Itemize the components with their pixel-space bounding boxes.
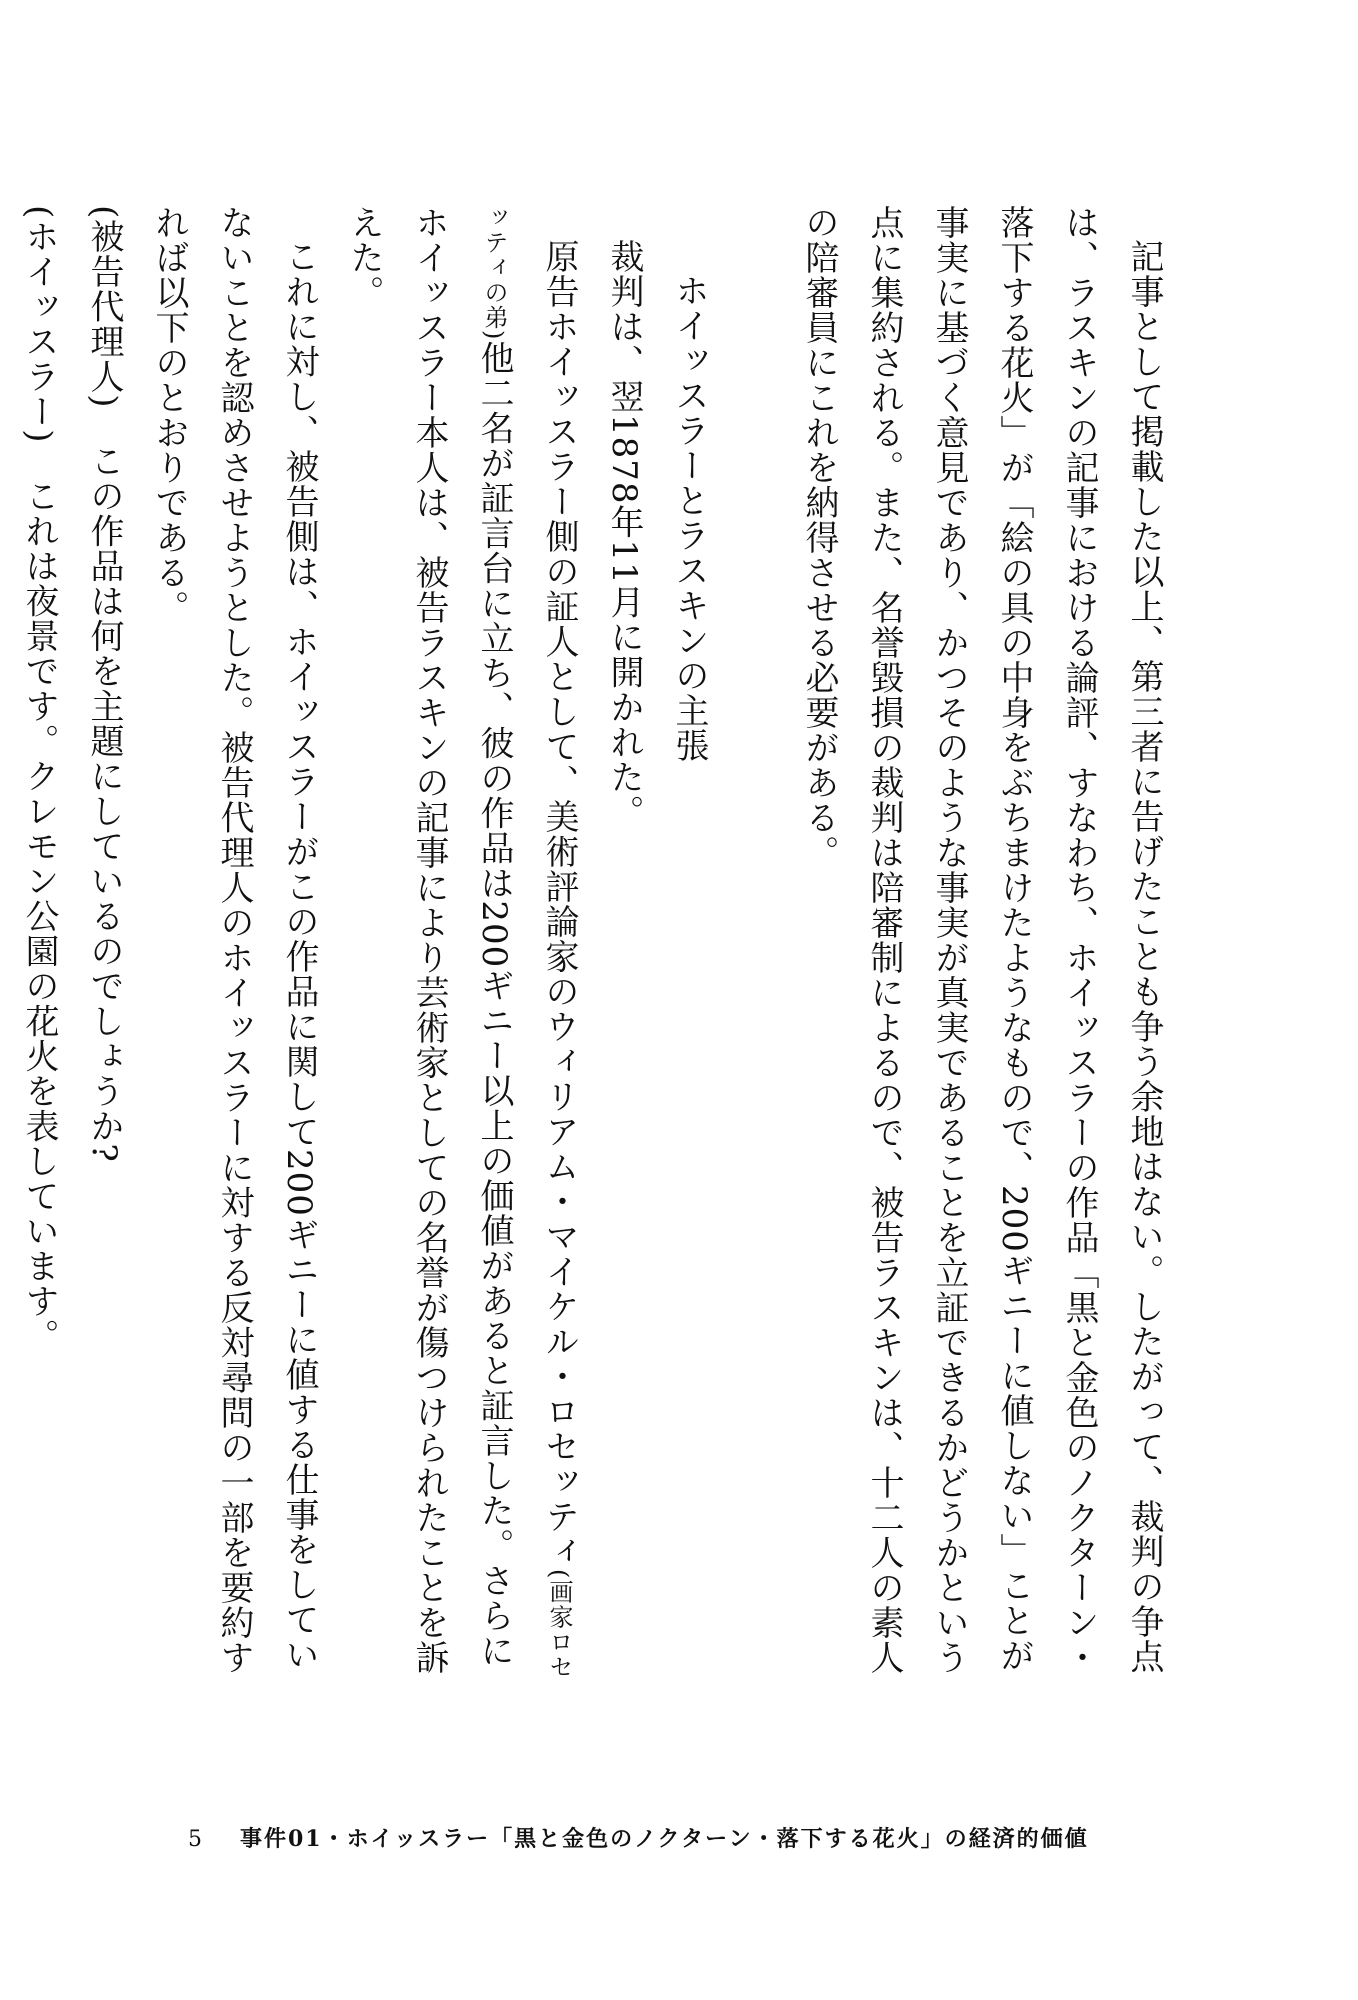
blank-line [721, 205, 786, 1685]
paragraph-2: 裁判は、翌1878年11月に開かれた。 [604, 239, 644, 830]
dialogue-speaker: (被告代理人) [84, 205, 124, 409]
paragraph-3-rest: 他二名が証言台に立ち、彼の作品は200ギニー以上の価値があると証言した。さらにホイッスラー本人は、被告ラスキンの記事により芸術家としての名誉が傷つけられたことを訴えた。 [344, 205, 514, 1675]
section-heading: ホイッスラーとラスキンの主張 [669, 273, 709, 763]
vertical-body-text [19, 205, 1176, 1685]
dialogue-text: この作品は何を主題にしているのでしょうか? [84, 443, 124, 1163]
inline-note: (画家ロセッティの弟) [480, 205, 573, 1680]
page-footer [188, 1822, 1089, 1853]
paragraph-3 [331, 205, 591, 1685]
dialogue-line [71, 205, 136, 1685]
paragraph-4: これに対し、被告側は、ホイッスラーがこの作品に関して200ギニーに値する仕事をしていないことを認めさせようとした。被告代理人のホイッスラーに対する反対尋問の一部を要約すれば以下のとおりである。 [149, 205, 319, 1675]
running-title: 事件01・ホイッスラー「黒と金色のノクターン・落下する花火」の経済的価値 [240, 1826, 1089, 1852]
dialogue-speaker: (ホイッスラー) [19, 205, 59, 444]
page-number: 5 [188, 1827, 204, 1852]
dialogue-line [6, 205, 71, 1685]
paragraph-3-start: 原告ホイッスラー側の証人として、美術評論家のウィリアム・マイケル・ロセッティ [539, 239, 579, 1569]
paragraph-1: 記事として掲載した以上、第三者に告げたことも争う余地はない。したがって、裁判の争点は、ラスキンの記事における論評、すなわち、ホイッスラーの作品「黒と金色のノクターン・落下する花火」が「絵の具の中身をぶちまけたようなもので、200ギニーに値しない」ことが事実に基づく意見であり、かつそのような事実が真実であることを立証できるかどうかという点に集約される。また、名誉毀損の裁判は陪審制によるので、被告ラスキンは、十二人の素人の陪審員にこれを納得させる必要がある。 [799, 205, 1164, 1675]
dialogue-text: これは夜景です。クレモン公園の花火を表しています。 [19, 478, 59, 1354]
